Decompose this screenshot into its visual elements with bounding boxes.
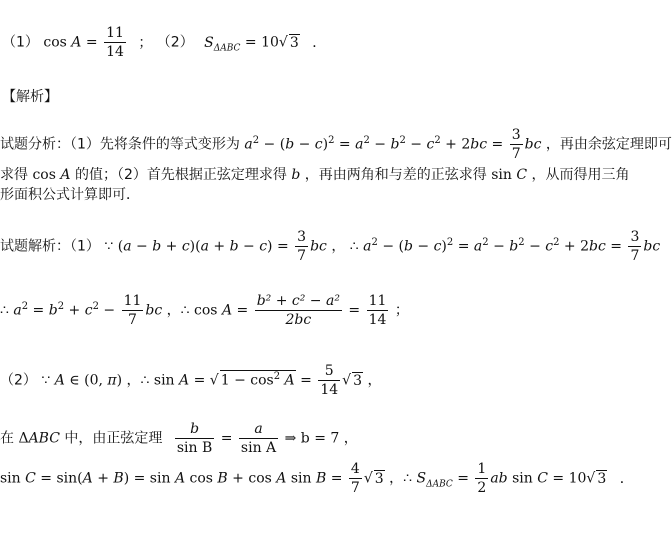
area-S: S [204,34,214,51]
answer-part1-label: （1） [2,34,39,51]
equals: = [244,34,257,51]
frac-den: 2 [477,480,487,496]
hint-text: ，从而得用三角 [531,167,630,183]
frac-den: 14 [106,44,124,60]
solution-line-3: （2） ∵ A ∈ (0, π) ，∴ sin A = √ $1 - \cos^2 A$ = $\frac{5}{14}$ √ 3 ， [0,363,382,398]
frac-num: b [175,420,214,439]
frac-num: 3 [511,127,521,143]
frac-num: 11 [368,293,387,309]
frac-den: 7 [630,248,640,264]
hint-fraction [510,126,523,163]
solution-line-4: 在 ΔABC 中，由正弦定理 $\frac{b}{\text{sin B}}$ = $\frac{a}{\text{sin A}}$ ⇒ b = 7 ， [0,421,358,456]
solution-part2-label: （2） [0,372,37,389]
hint-line-1: 试题分析：（1）先将条件的等式变形为 $a^2 - (b - c)^2 = a^2 - b^2 - c^2 + 2bc$ = $\frac{3}{7}$ bc ，再由余弦定理即可 [0,127,672,162]
frac-den: 7 [128,312,137,328]
frac-num: 1 [477,461,487,477]
frac-num: b² + c² − a² [256,293,340,309]
equals: = [85,34,98,51]
semicolon: ； [394,302,409,319]
var-C: C [516,167,528,183]
frac-den: 2bc [285,312,312,328]
answer-cos-fraction [104,24,126,61]
hint-text: ，再由两角和与差的正弦求得 [304,167,487,183]
solution-sin-fraction [318,362,340,399]
var-A: A [71,34,82,51]
frac-den: 7 [297,248,307,264]
var-b: b [291,167,301,183]
cos-word: cos [43,34,67,51]
solution-fraction-1 [295,228,308,265]
law-of-sines-fraction-1 [175,420,214,457]
answer-line: （1） cos A = $\frac{11}{14}$ ； （2） $S_{\Delta ABC} = 10√$ 3 ． [2,25,327,60]
hint-after: ，再由余弦定理即可 [545,136,672,153]
area-root: 3 [289,34,299,51]
solution-lead: 试题解析：（1） [0,238,100,255]
solution-fraction-3 [122,292,144,329]
area-subscript: ΔABC [213,43,241,54]
frac-num: 11 [106,25,124,41]
line4-lead: 在 [0,430,14,447]
frac-den: 14 [368,312,387,328]
frac-den: sin A [240,440,277,456]
hint-text: 的值；（2）首先根据正弦定理求得 [74,167,287,183]
frac-num: 4 [350,461,360,477]
hint-text: 求得 [0,167,28,183]
half-fraction [475,460,488,497]
solution-fraction-2 [628,228,641,265]
cos-word: cos [32,167,56,183]
frac-den: 7 [511,146,521,162]
answer-part2-label: （2） [156,34,194,51]
analysis-heading: 【解析】 [2,89,58,105]
law-of-sines-fraction-2 [239,420,278,457]
comma: ， [367,372,382,389]
hint-line-3: 形面积公式计算即可． [0,187,140,203]
solution-value-fraction [367,292,389,329]
frac-den: 7 [350,480,360,496]
sin-word: sin [491,167,512,183]
line4-mid: 中，由正弦定理 [64,430,163,447]
comma: ， [331,238,346,255]
end-mark: ． [312,34,327,51]
b-result: ⇒ b = 7 [284,430,340,447]
frac-num: a [239,420,278,439]
separator: ； [138,34,153,51]
area-coef: 10 [261,34,279,51]
hint-lead: 试题分析：（1）先将条件的等式变形为 [0,136,240,153]
solution-line-5: sin C = sin(A + B) = sin A cos B + cos A sin B = $\frac{4}{7}$ √ 3 ，∴ $S_{\Delta ABC}$ = $\frac{1}{2}$ ab sin C = 10√ 3 ． [0,461,634,496]
end-mark: ． [619,470,634,487]
frac-num: 3 [297,229,307,245]
comma: ， [343,430,358,447]
frac-num: 11 [123,293,142,309]
solution-cos-fraction [255,292,342,329]
frac-den: sin B [176,440,213,456]
hint-line-2 [0,164,630,184]
frac-num: 3 [630,229,640,245]
var-A: A [60,167,71,183]
frac-den: 14 [320,382,339,398]
frac-num: 5 [318,362,340,381]
sinC-fraction [349,460,362,497]
solution-line-1: 试题解析：（1） ∵ (a − b + c)(a + b − c) = $\frac{3}{7}$ bc ， ∴ $a^2 - (b - c)^2 = a^2 - b^2 - c^2 + 2bc$ = $\frac{3}{7}$ bc [0,229,661,264]
solution-line-2: ∴ $a^2 = b^2 + c^2$ − $\frac{11}{7}$ bc ，∴ cos A = $\frac{\text{b² + c² − a²}}{2bc}$ = $\frac{11}{14}$ ； [0,293,409,328]
